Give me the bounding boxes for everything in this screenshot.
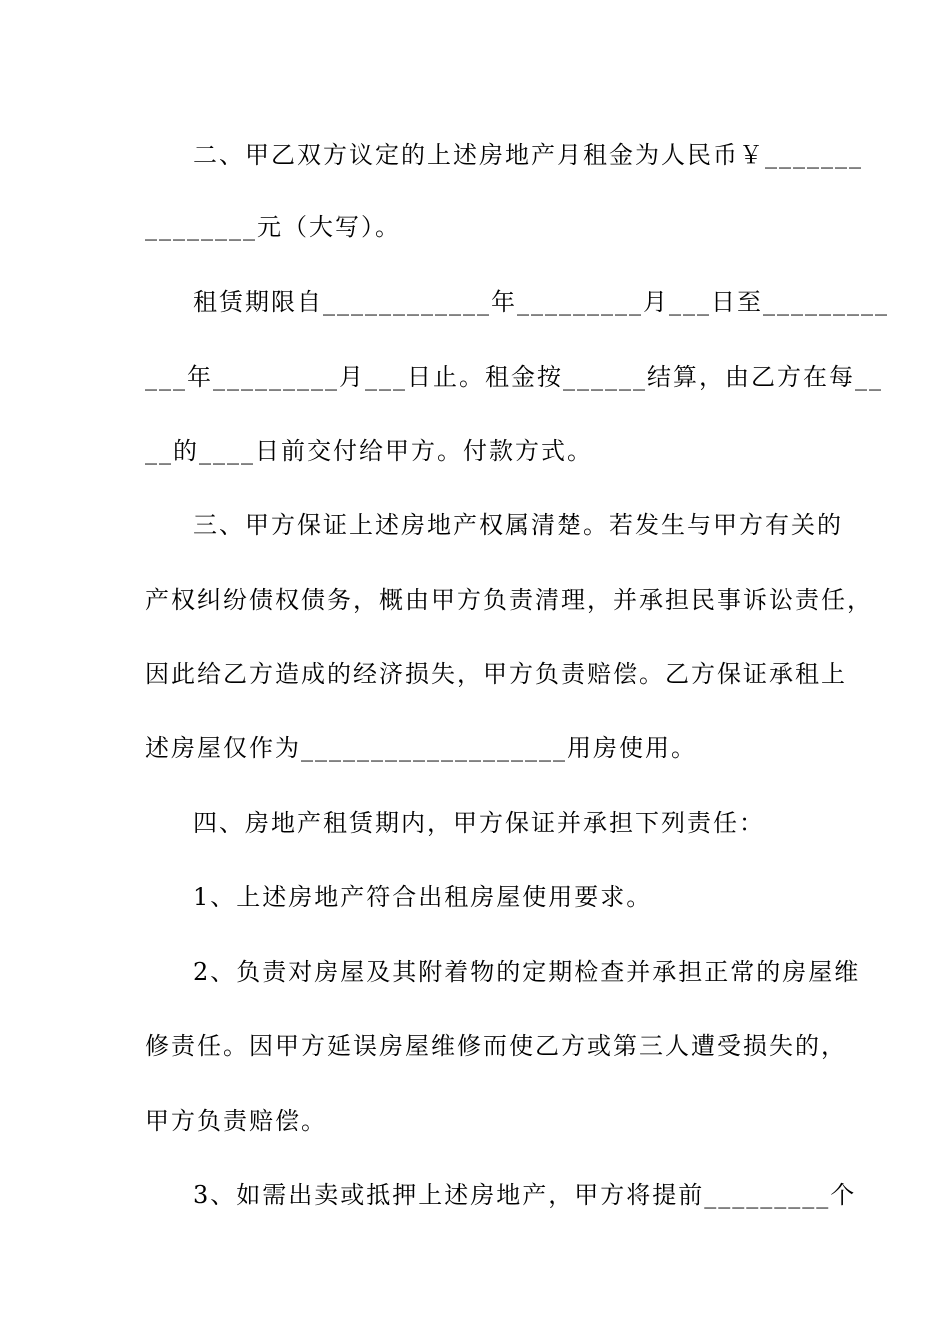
text-line: 三、甲方保证上述房地产权属清楚。若发生与甲方有关的 xyxy=(193,511,843,539)
text-line: 3、如需出卖或抵押上述房地产，甲方将提前_________个 xyxy=(193,1181,857,1209)
text-line: ___年_________月___日止。租金按______结算，由乙方在每__ xyxy=(145,363,883,391)
text-line: 述房屋仅作为___________________用房使用。 xyxy=(145,734,697,762)
text-line: 四、房地产租赁期内，甲方保证并承担下列责任： xyxy=(193,809,765,837)
text-line: 甲方负责赔偿。 xyxy=(145,1107,327,1135)
text-line: 因此给乙方造成的经济损失，甲方负责赔偿。乙方保证承租上 xyxy=(145,660,847,688)
text-line: 2、负责对房屋及其附着物的定期检查并承担正常的房屋维 xyxy=(193,958,861,986)
text-line: __的____日前交付给甲方。付款方式。 xyxy=(145,437,593,465)
text-line: ________元（大写）。 xyxy=(145,213,401,241)
text-line: 1、上述房地产符合出租房屋使用要求。 xyxy=(193,883,653,911)
text-line: 二、甲乙双方议定的上述房地产月租金为人民币￥_______ xyxy=(193,141,863,169)
text-line: 租赁期限自____________年_________月___日至_________ xyxy=(193,288,889,316)
text-line: 修责任。因甲方延误房屋维修而使乙方或第三人遭受损失的， xyxy=(145,1032,847,1060)
text-line: 产权纠纷债权债务，概由甲方负责清理，并承担民事诉讼责任， xyxy=(145,586,873,614)
